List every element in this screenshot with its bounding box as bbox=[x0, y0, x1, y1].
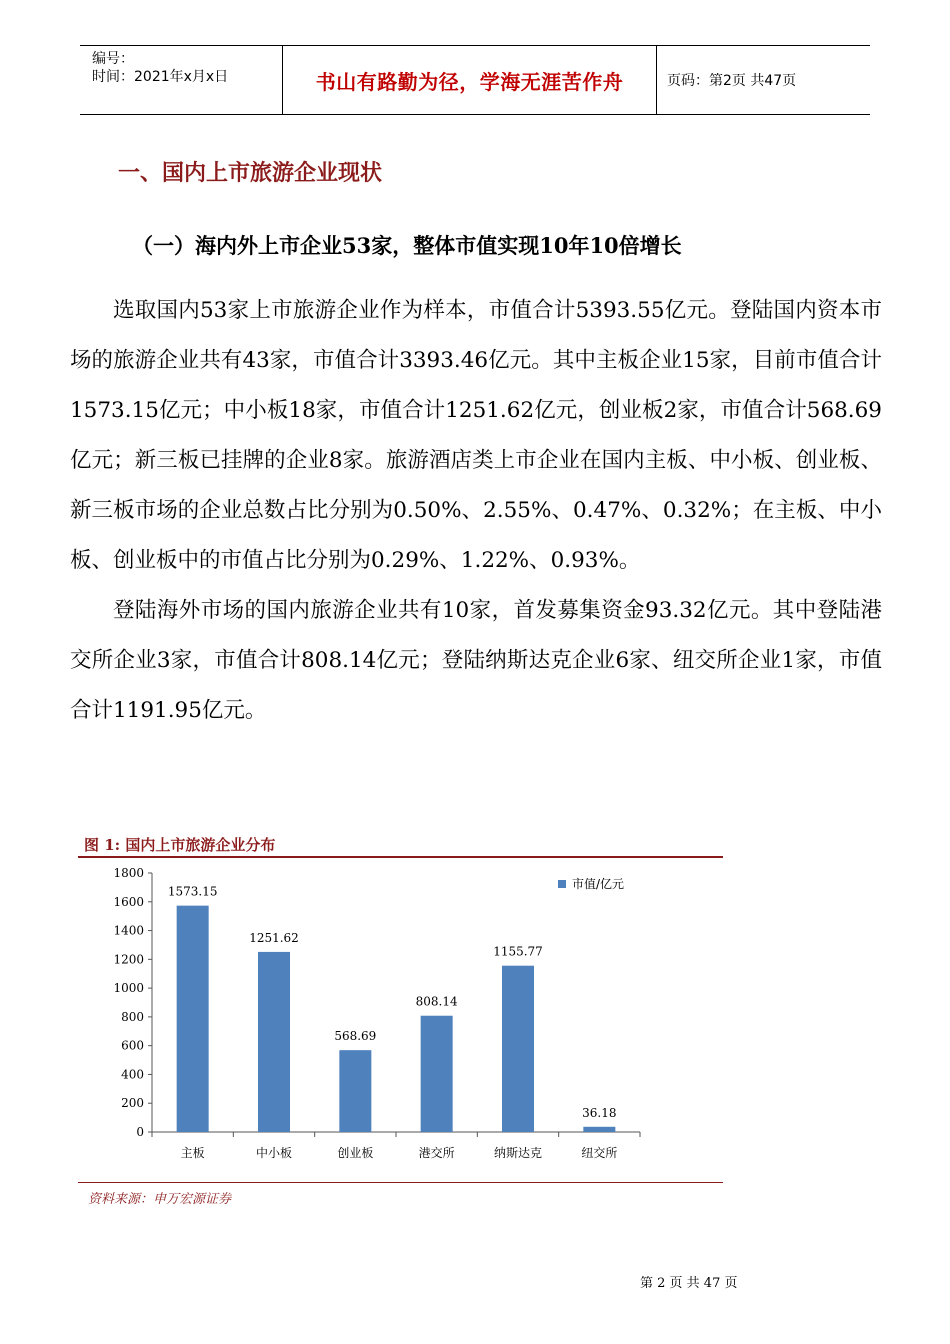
figure-bottom-rule bbox=[78, 1182, 723, 1183]
x-tick-label: 中小板 bbox=[255, 1146, 293, 1160]
x-tick-label: 纽交所 bbox=[581, 1146, 618, 1160]
page-footer: 第 2 页 共 47 页 bbox=[640, 1276, 738, 1291]
y-tick-label: 200 bbox=[121, 1096, 144, 1111]
figure-source: 资料来源：申万宏源证券 bbox=[88, 1192, 232, 1207]
paragraph-2: 登陆海外市场的国内旅游企业共有10家，首发募集资金93.32亿元。其中登陆港交所企业3家，市值合计808.14亿元；登陆纳斯达克企业6家、纽交所企业1家，市值合计1191.95亿元。 bbox=[70, 598, 882, 723]
bar-value-label: 1251.62 bbox=[249, 930, 299, 945]
legend bbox=[558, 876, 624, 891]
y-tick-label: 400 bbox=[121, 1067, 144, 1082]
bar-value-label: 1573.15 bbox=[167, 884, 218, 899]
header-motto-cell bbox=[283, 46, 657, 114]
bar bbox=[339, 1050, 371, 1132]
y-axis bbox=[113, 866, 152, 1139]
x-tick-label: 纳斯达克 bbox=[493, 1146, 543, 1160]
y-tick-label: 1800 bbox=[113, 866, 144, 880]
x-axis bbox=[152, 1132, 640, 1160]
y-tick-label: 1200 bbox=[113, 952, 144, 967]
time-label: 时间：2021年x月x日 bbox=[92, 69, 229, 85]
y-tick-label: 1400 bbox=[113, 923, 144, 938]
page-code: 页码：第2页 共47页 bbox=[667, 73, 797, 89]
x-tick-label: 港交所 bbox=[418, 1146, 455, 1160]
value-labels bbox=[168, 885, 617, 1120]
bar bbox=[502, 966, 534, 1132]
bar bbox=[583, 1127, 615, 1132]
x-tick-label: 创业板 bbox=[337, 1146, 374, 1160]
bar bbox=[421, 1016, 453, 1132]
header-page-cell bbox=[657, 46, 870, 114]
y-tick-label: 0 bbox=[136, 1125, 144, 1139]
section-title: 一、国内上市旅游企业现状 bbox=[118, 161, 383, 186]
bars bbox=[177, 906, 616, 1132]
bar-value-label: 1155.77 bbox=[493, 944, 543, 959]
y-tick-label: 800 bbox=[121, 1009, 144, 1024]
motto: 书山有路勤为径，学海无涯苦作舟 bbox=[315, 69, 624, 94]
x-tick-label: 主板 bbox=[180, 1146, 205, 1160]
y-tick-label: 600 bbox=[121, 1038, 144, 1053]
bar-value-label: 36.18 bbox=[582, 1105, 617, 1120]
legend-label: 市值/亿元 bbox=[572, 877, 625, 891]
bar-value-label: 808.14 bbox=[415, 994, 458, 1009]
document-header bbox=[80, 45, 870, 115]
bar-value-label: 568.69 bbox=[334, 1029, 377, 1044]
figure-top-rule bbox=[78, 856, 723, 858]
number-label: 编号： bbox=[92, 51, 134, 67]
subsection-title: （一）海内外上市企业53家，整体市值实现10年10倍增长 bbox=[132, 233, 682, 258]
body-text bbox=[70, 286, 882, 736]
legend-swatch bbox=[558, 880, 566, 888]
y-tick-label: 1000 bbox=[113, 981, 144, 996]
bar bbox=[177, 906, 209, 1132]
bar-chart bbox=[80, 860, 680, 1180]
figure-title: 图 1: 国内上市旅游企业分布 bbox=[84, 836, 276, 854]
header-meta-cell bbox=[80, 46, 283, 114]
y-tick-label: 1600 bbox=[113, 894, 144, 909]
bar bbox=[258, 952, 290, 1132]
paragraph-1: 选取国内53家上市旅游企业作为样本，市值合计5393.55亿元。登陆国内资本市场的旅游企业共有43家，市值合计3393.46亿元。其中主板企业15家，目前市值合计1573.15亿元；中小板18家，市值合计1251.62亿元，创业板2家，市值合计568.69亿元；新三板已挂牌的企业8家。旅游酒店类上市企业在国内主板、中小板、创业板、新三板市场的企业总数占比分别为0.50%、2.55%、0.47%、0.32%；在主板、中小板、创业板中的市值占比分别为0.29%、1.22%、0.93%。 bbox=[70, 298, 882, 573]
